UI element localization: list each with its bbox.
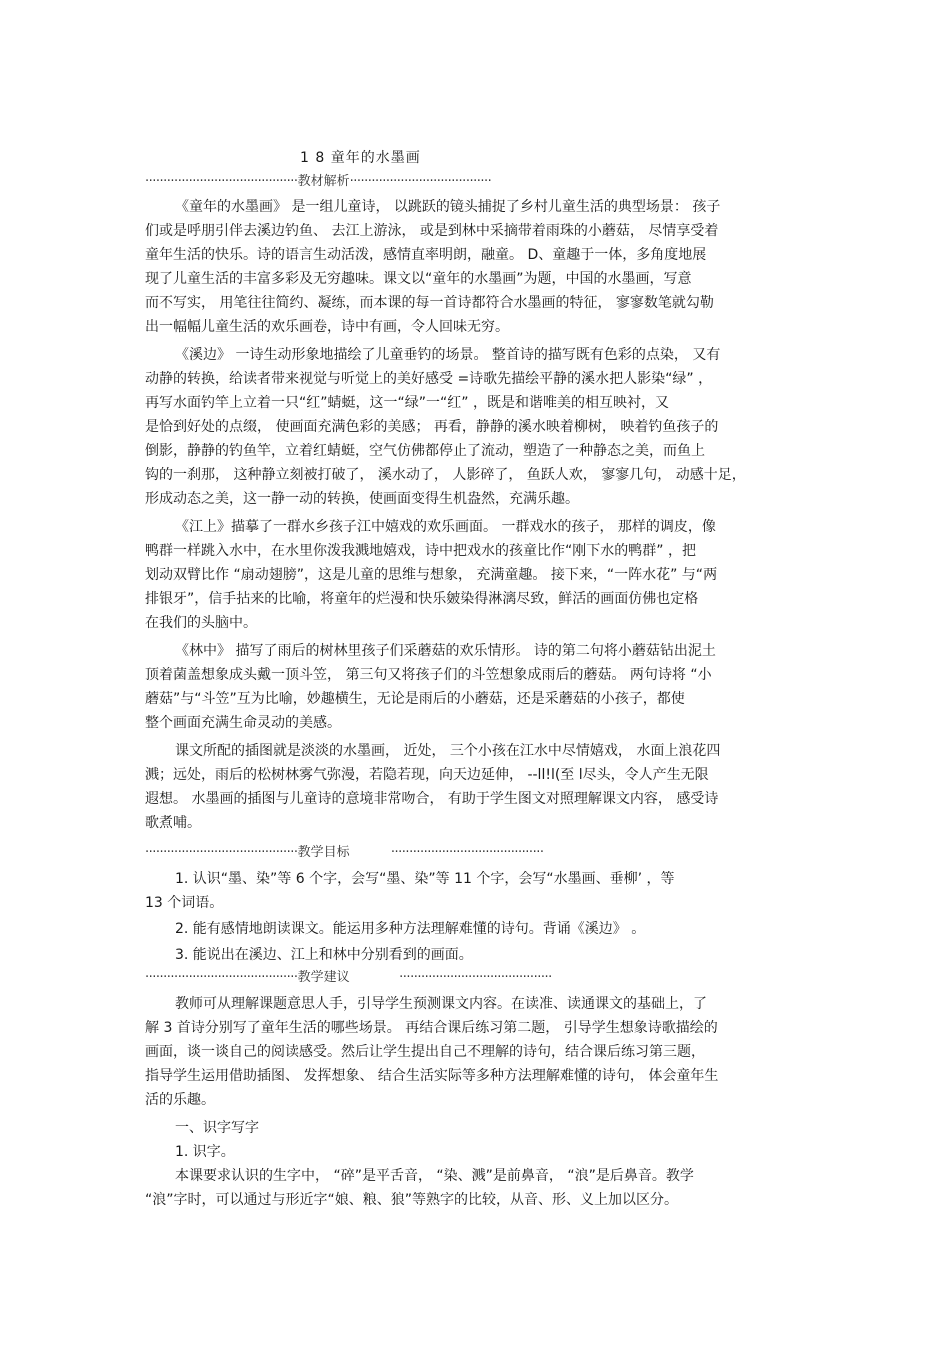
- text-line: 13 个词语。: [145, 895, 224, 911]
- text-line: 们或是呼朋引伴去溪边钓鱼、 去江上游泳， 或是到林中采摘带着雨珠的小蘑菇， 尽情享受着: [145, 223, 719, 239]
- text-line: 再写水面钓竿上立着一只“红”蜻蜓，这一“绿”一“红” ，既是和谐唯美的相互映衬，又: [145, 395, 669, 411]
- text-line: 教师可从理解课题意思人手，引导学生预测课文内容。在读准、读通课文的基础上，了: [175, 996, 707, 1012]
- text-line: 画面，谈一谈自己的阅读感受。然后让学生提出自己不理解的诗句，结合课后练习第三题，: [145, 1044, 705, 1060]
- text-line: 是恰到好处的点缀， 使画面充满色彩的美感； 再看，静静的溪水映着柳树， 映着钓鱼孩子的: [145, 419, 719, 435]
- text-line: 《江上》描摹了一群水乡孩子江中嬉戏的欢乐画面。 一群戏水的孩子， 那样的调皮，像: [175, 519, 716, 535]
- text-line: 指导学生运用借助插图、 发挥想象、 结合生活实际等多种方法理解难懂的诗句， 体会童年生: [145, 1068, 719, 1084]
- text-line: 排银牙”，信手拈来的比喻，将童年的烂漫和快乐皴染得淋漓尽致，鲜活的画面仿佛也定格: [145, 591, 699, 607]
- text-line: 本课要求认识的生字中， “碎”是平舌音， “染、溅”是前鼻音， “浪”是后鼻音。教学: [175, 1168, 694, 1184]
- goal-item: 1. 认识“墨、染”等 6 个字，会写“墨、染”等 11 个字，会写“水墨画、垂柳’ ，等: [175, 871, 675, 887]
- text-line: 活的乐趣。: [145, 1092, 215, 1108]
- text-line: 《林中》 描写了雨后的树林里孩子们采蘑菇的欢乐情形。 诗的第二句将小蘑菇钻出泥土: [175, 643, 716, 659]
- text-line: 整个画面充满生命灵动的美感。: [145, 715, 341, 731]
- text-line: 解 3 首诗分别写了童年生活的哪些场景。 再结合课后练习第二题， 引导学生想象诗歌描绘的: [145, 1020, 718, 1036]
- text-line: 钩的一刹那， 这种静立刻被打破了， 溪水动了， 人影碎了， 鱼跃人欢， 寥寥几句， 动感十足，: [145, 467, 746, 483]
- section-label-advice: 教学建议: [297, 970, 350, 985]
- section-divider-analysis: ··········································教材解析·······································: [145, 174, 492, 189]
- text-line: 溅；远处，雨后的松树林雾气弥漫，若隐若现，向天边延伸， --ll!l(至 l尽头，令人产生无限: [145, 767, 709, 783]
- text-line: 歌煮哺。: [145, 815, 201, 831]
- text-line: “浪”字时，可以通过与形近字“娘、粮、狼”等熟字的比较，从音、形、义上加以区分。: [145, 1192, 679, 1208]
- text-line: 《童年的水墨画》 是一组儿童诗， 以跳跃的镜头捕捉了乡村儿童生活的典型场景： 孩子: [175, 199, 721, 215]
- text-line: 顶着菌盖想象成头戴一顶斗笠， 第三句又将孩子们的斗笠想象成雨后的蘑菇。 两句诗将 “小: [145, 667, 712, 683]
- text-line: 动静的转换，给读者带来视觉与听觉上的美好感受 =诗歌先描绘平静的溪水把人影染“绿” ，: [145, 371, 713, 387]
- section-divider-goals: ··········································教学目标 ··········································: [145, 845, 544, 860]
- text-line: 而不写实， 用笔往往简约、凝练，而本课的每一首诗都符合水墨画的特征， 寥寥数笔就勾勒: [145, 295, 714, 311]
- goal-item: 2. 能有感情地朗读课文。能运用多种方法理解难懂的诗句。背诵《溪边》 。: [175, 921, 646, 937]
- subheading: 一、识字写字: [175, 1120, 259, 1136]
- text-line: 《溪边》 一诗生动形象地描绘了儿童垂钓的场景。 整首诗的描写既有色彩的点染， 又有: [175, 347, 721, 363]
- section-label-goals: 教学目标: [297, 845, 350, 860]
- document-title: 1 8 童年的水墨画: [300, 150, 421, 166]
- goal-item: 3. 能说出在溪边、江上和林中分别看到的画面。: [175, 947, 473, 963]
- text-line: 鸭群一样跳入水中，在水里你泼我溅地嬉戏，诗中把戏水的孩童比作“刚下水的鸭群” ，把: [145, 543, 696, 559]
- section-divider-advice: ··········································教学建议 ··········································: [145, 970, 552, 985]
- text-line: 形成动态之美，这一静一动的转换，使画面变得生机盎然，充满乐趣。: [145, 491, 579, 507]
- section-label-analysis: 教材解析: [297, 174, 350, 189]
- text-line: 出一幅幅儿童生活的欢乐画卷，诗中有画，令人回味无穷。: [145, 319, 509, 335]
- text-line: 现了儿童生活的丰富多彩及无穷趣味。课文以“童年的水墨画”为题，中国的水墨画，写意: [145, 271, 692, 287]
- text-line: 倒影，静静的钓鱼竿，立着红蜻蜓，空气仿佛都停止了流动，塑造了一种静态之美，而鱼上: [145, 443, 705, 459]
- text-line: 划动双臂比作 “扇动翅膀”，这是儿童的思维与想象， 充满童趣。 接下来，“一阵水花” 与“两: [145, 567, 718, 583]
- text-line: 童年生活的快乐。诗的语言生动活泼，感情直率明朗，融童。 D、童趣于一体，多角度地展: [145, 247, 707, 263]
- text-line: 课文所配的插图就是淡淡的水墨画， 近处， 三个小孩在江水中尽情嬉戏， 水面上浪花四: [175, 743, 721, 759]
- text-line: 在我们的头脑中。: [145, 615, 257, 631]
- text-line: 遐想。 水墨画的插图与儿童诗的意境非常吻合， 有助于学生图文对照理解课文内容， 感受诗: [145, 791, 719, 807]
- text-line: 蘑菇”与“斗笠”互为比喻，妙趣横生，无论是雨后的小蘑菇，还是采蘑菇的小孩子，都使: [145, 691, 685, 707]
- subheading: 1. 识字。: [175, 1144, 235, 1160]
